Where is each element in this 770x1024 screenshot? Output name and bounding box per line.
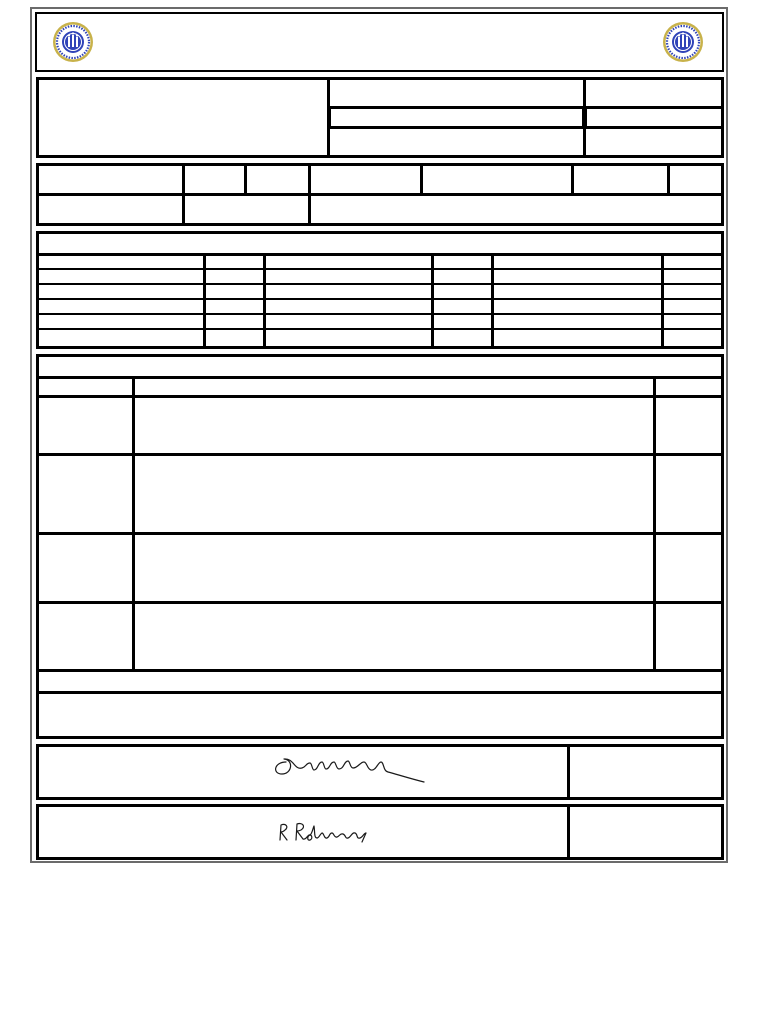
- field-cell[interactable]: [328, 106, 585, 129]
- table-row: [36, 313, 724, 315]
- seal-right-icon: [662, 21, 704, 63]
- column-divider: [203, 253, 206, 349]
- signature-2-image: [276, 820, 372, 846]
- divider: [667, 163, 670, 195]
- divider: [182, 193, 185, 226]
- divider: [36, 453, 724, 456]
- divider: [182, 163, 185, 195]
- form-header: [35, 12, 724, 72]
- section-signature-2: [36, 804, 724, 860]
- divider: [36, 193, 724, 196]
- field-cell[interactable]: [584, 106, 724, 129]
- signature-1-image: [268, 748, 428, 786]
- divider: [308, 193, 311, 226]
- column-divider: [653, 376, 656, 671]
- divider: [567, 744, 570, 800]
- column-divider: [661, 253, 664, 349]
- divider: [36, 395, 724, 398]
- divider: [567, 804, 570, 860]
- column-divider: [263, 253, 266, 349]
- column-divider: [491, 253, 494, 349]
- table-row: [36, 298, 724, 300]
- divider: [571, 163, 574, 195]
- table-header-divider: [36, 253, 724, 256]
- table-row: [36, 328, 724, 330]
- divider: [36, 601, 724, 604]
- divider: [36, 532, 724, 535]
- divider: [244, 163, 247, 195]
- column-divider: [431, 253, 434, 349]
- divider: [36, 376, 724, 379]
- table-row: [36, 283, 724, 285]
- divider: [36, 691, 724, 694]
- section-grid-table: [36, 231, 724, 349]
- divider: [308, 163, 311, 195]
- table-row: [36, 268, 724, 270]
- column-divider: [132, 376, 135, 671]
- section-main-table: [36, 354, 724, 739]
- divider: [36, 669, 724, 672]
- seal-left-icon: [52, 21, 94, 63]
- divider: [420, 163, 423, 195]
